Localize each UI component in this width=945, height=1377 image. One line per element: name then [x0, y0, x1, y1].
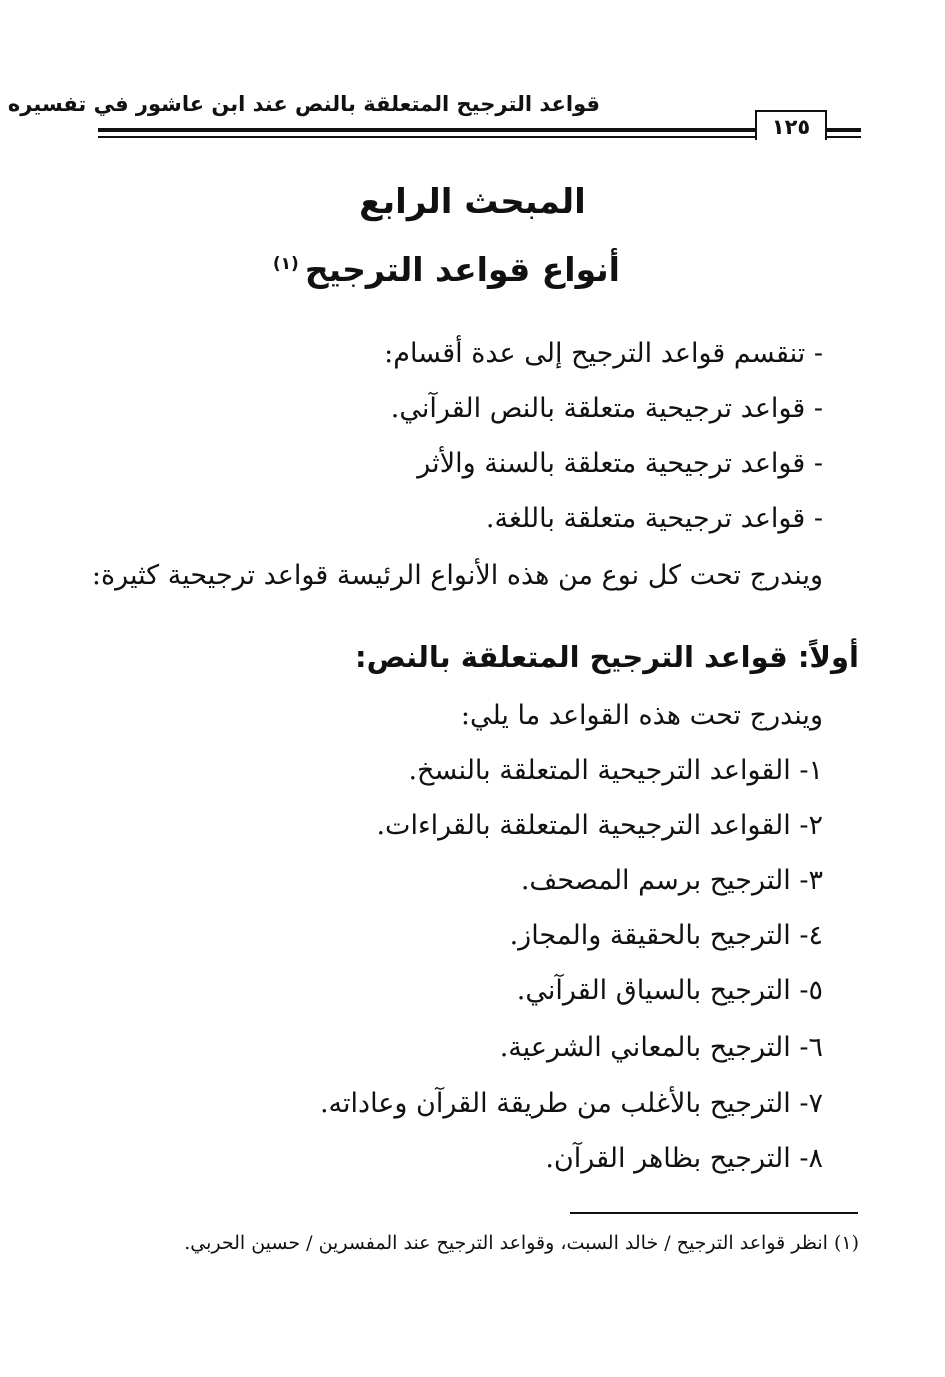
list-item: ٧- الترجيح بالأغلب من طريقة القرآن وعاداته.	[319, 1088, 823, 1119]
header-rule-thin	[98, 136, 861, 138]
intro-line: - قواعد ترجيحية متعلقة بالسنة والأثر	[417, 448, 823, 479]
subsection-heading: أولاً: قواعد الترجيح المتعلقة بالنص:	[354, 640, 859, 674]
intro-line: - قواعد ترجيحية متعلقة باللغة.	[485, 503, 823, 534]
list-item: ٨- الترجيح بظاهر القرآن.	[545, 1143, 823, 1174]
header-rule-thick	[98, 128, 861, 132]
running-header-title: قواعد الترجيح المتعلقة بالنص عند ابن عاشور في تفسيره	[7, 92, 600, 116]
intro-line: - قواعد ترجيحية متعلقة بالنص القرآني.	[390, 393, 823, 424]
list-item: ٣- الترجيح برسم المصحف.	[520, 865, 823, 896]
list-item: ٥- الترجيح بالسياق القرآني.	[516, 975, 823, 1006]
section-title-text: أنواع قواعد الترجيح	[304, 250, 620, 289]
footnote: (١) انظر قواعد الترجيح / خالد السبت، وقواعد الترجيح عند المفسرين / حسين الحربي.	[184, 1232, 859, 1254]
page-number: ١٢٥	[755, 110, 827, 140]
intro-summary: ويندرج تحت كل نوع من هذه الأنواع الرئيسة قواعد ترجيحية كثيرة:	[91, 560, 823, 591]
intro-line: - تنقسم قواعد الترجيح إلى عدة أقسام:	[384, 338, 823, 369]
list-item: ١- القواعد الترجيحية المتعلقة بالنسخ.	[408, 755, 823, 786]
chapter-title: المبحث الرابع	[359, 182, 586, 222]
footnote-separator	[570, 1212, 858, 1214]
footnote-reference: (١)	[272, 254, 299, 274]
list-item: ٢- القواعد الترجيحية المتعلقة بالقراءات.	[376, 810, 823, 841]
subsection-intro: ويندرج تحت هذه القواعد ما يلي:	[460, 700, 823, 731]
list-item: ٦- الترجيح بالمعاني الشرعية.	[499, 1032, 823, 1063]
section-title	[272, 250, 620, 289]
list-item: ٤- الترجيح بالحقيقة والمجاز.	[509, 920, 823, 951]
